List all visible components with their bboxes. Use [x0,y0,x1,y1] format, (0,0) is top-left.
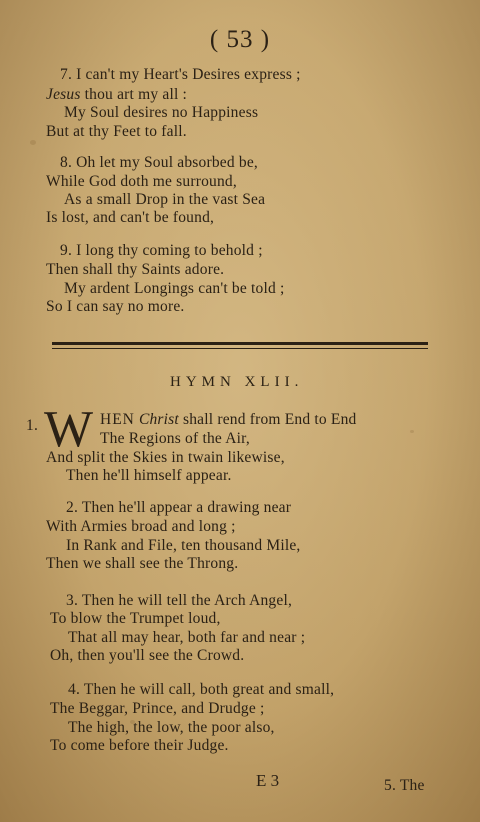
verse-7-line-1: 7. I can't my Heart's Desires express ; [60,66,301,83]
page-number: ( 53 ) [209,26,271,53]
verse-8-line-1: 8. Oh let my Soul absorbed be, [60,154,259,171]
hymn-title: HYMN XLII. [170,374,304,390]
hymn-verse-2-line-3: In Rank and File, ten thousand Mile, [66,537,301,554]
hymn-verse-2-line-1: 2. Then he'll appear a drawing near [66,499,292,516]
paper-stain [30,140,36,145]
hymn-verse-4-line-3: The high, the low, the poor also, [68,719,275,736]
hymn-verse-1-line-4: Then he'll himself appear. [66,467,232,484]
hymn-verse-4-line-1: 4. Then he will call, both great and small, [68,681,335,698]
verse-7-line-2 [46,87,187,103]
verse-9-line-3: My ardent Longings can't be told ; [64,280,285,297]
verse-7-line-2-rest: thou art my all : [80,86,188,103]
verse-8-line-2: While God doth me surround, [46,173,237,190]
verse-8-line-4: Is lost, and can't be found, [46,209,215,226]
signature-mark: E 3 [256,771,280,790]
hymn-verse-3-line-1: 3. Then he will tell the Arch Angel, [66,592,293,609]
hymn-verse-1-number: 1. [26,417,39,434]
hymn-verse-2-line-4: Then we shall see the Throng. [46,555,239,572]
hymn-verse-3-line-3: That all may hear, both far and near ; [68,629,306,646]
hymn-verse-1-line-1 [100,412,357,428]
verse-9-line-2: Then shall thy Saints adore. [46,261,225,278]
verse-9-line-4: So I can say no more. [46,298,185,315]
verse-9-line-1: 9. I long thy coming to behold ; [60,242,263,259]
catchword: 5. The [384,777,425,794]
paper-stain [410,430,414,433]
verse-7-line-3: My Soul desires no Happiness [64,104,259,121]
hymn-verse-2-line-2: With Armies broad and long ; [46,518,236,535]
caps-hen: HEN [100,411,135,428]
verse-8-line-3: As a small Drop in the vast Sea [64,191,266,208]
drop-cap: W [44,401,94,458]
hymn-verse-3-line-4: Oh, then you'll see the Crowd. [50,647,245,664]
hymn-verse-4-line-4: To come before their Judge. [50,737,229,754]
italic-jesus: Jesus [46,86,81,103]
hymn-verse-1-line-3: And split the Skies in twain likewise, [46,449,285,466]
section-divider-thin [52,348,428,349]
italic-christ: Christ [138,411,179,428]
hymn-verse-4-line-2: The Beggar, Prince, and Drudge ; [50,700,265,717]
hymn-verse-3-line-2: To blow the Trumpet loud, [50,610,221,627]
hymn-verse-1-line-2: The Regions of the Air, [100,430,250,447]
section-divider-thick [52,342,428,345]
verse-7-line-4: But at thy Feet to fall. [46,123,187,140]
hymn-verse-1-line-1-rest: shall rend from End to End [178,411,357,428]
